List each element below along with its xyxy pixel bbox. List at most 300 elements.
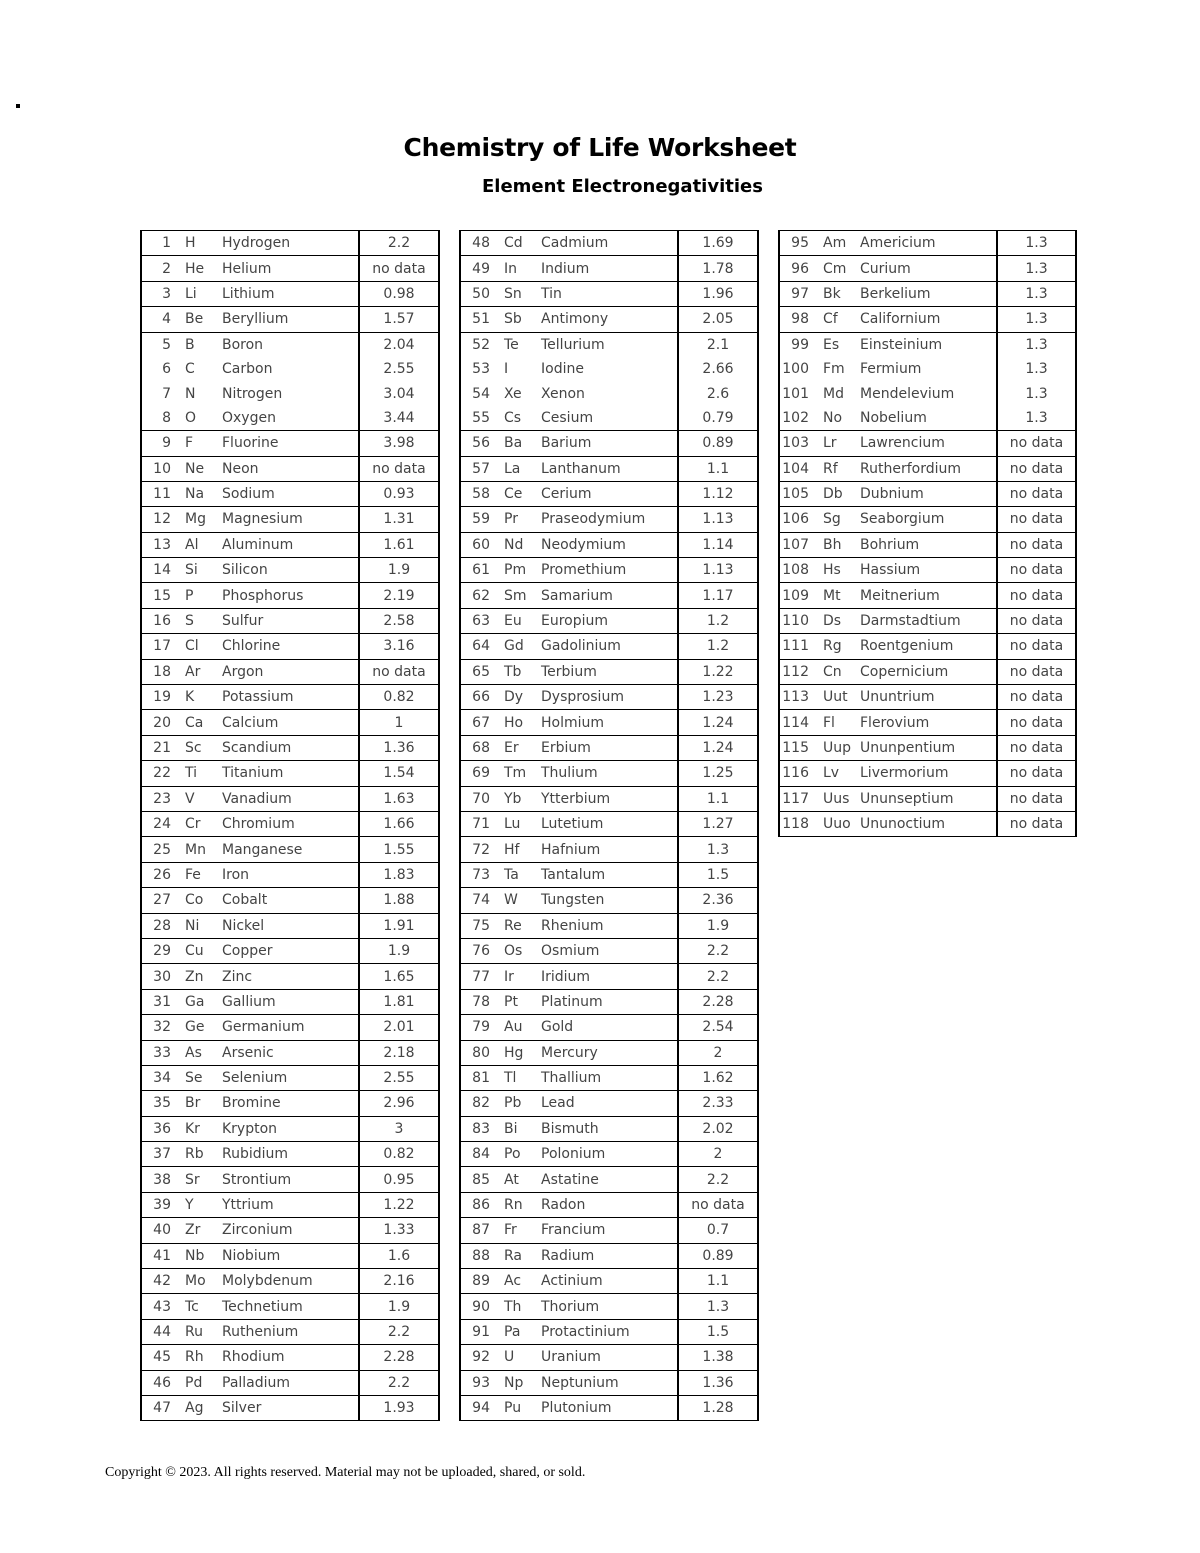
element-number: 57 [472, 460, 490, 477]
electronegativity-value: 2.2 [359, 1319, 439, 1344]
table-row [460, 1167, 758, 1192]
copyright-footer: Copyright © 2023. All rights reserved. Material may not be uploaded, shared, or sold. [105, 1465, 586, 1480]
table-row [460, 1142, 758, 1167]
electronegativity-value: no data [997, 685, 1076, 710]
table-row [779, 583, 1076, 608]
element-name: Indium [539, 256, 678, 281]
element-number: 17 [153, 638, 171, 655]
element-number: 76 [472, 943, 490, 960]
electronegativity-value: 2.2 [678, 964, 758, 989]
electronegativity-value: 1.28 [678, 1395, 758, 1420]
electronegativity-value: 1.36 [359, 735, 439, 760]
element-number: 78 [472, 993, 490, 1010]
table-row [460, 332, 758, 357]
element-number: 64 [472, 638, 490, 655]
element-symbol: Yb [504, 790, 522, 807]
element-symbol: Na [185, 486, 205, 503]
electronegativity-value: 1.54 [359, 761, 439, 786]
element-name: Neon [220, 456, 359, 481]
element-name: Hafnium [539, 837, 678, 862]
element-number: 14 [153, 562, 171, 579]
element-name: Roentgenium [858, 634, 997, 659]
element-number: 92 [472, 1349, 490, 1366]
electronegativity-value: 1.31 [359, 507, 439, 532]
table-row [141, 431, 439, 456]
element-number: 99 [791, 336, 809, 353]
electronegativity-value: 2.18 [359, 1040, 439, 1065]
element-number: 61 [472, 562, 490, 579]
element-number: 10 [153, 460, 171, 477]
element-symbol: Ce [504, 486, 523, 503]
element-name: Meitnerium [858, 583, 997, 608]
table-row [460, 710, 758, 735]
element-symbol: Sc [185, 740, 202, 756]
element-symbol: Ho [504, 714, 524, 731]
electronegativity-value: 2.01 [359, 1015, 439, 1040]
electronegativity-value: 2.54 [678, 1015, 758, 1040]
table-row [779, 256, 1076, 281]
element-name: Protactinium [539, 1319, 678, 1344]
page-title: Chemistry of Life Worksheet [403, 133, 797, 162]
electronegativity-value: 0.93 [359, 481, 439, 506]
element-symbol: I [504, 361, 509, 378]
electronegativity-value: 2.2 [678, 1167, 758, 1192]
element-name: Tin [539, 281, 678, 306]
electronegativity-value: 2.36 [678, 888, 758, 913]
element-symbol: Cs [504, 409, 522, 426]
element-symbol: Ac [504, 1273, 522, 1290]
element-symbol: Lu [504, 816, 521, 833]
element-symbol: Mg [185, 511, 206, 528]
electronegativity-value: 1.5 [678, 862, 758, 887]
element-symbol: Fe [185, 866, 201, 883]
electronegativity-value: 1.24 [678, 710, 758, 735]
element-number: 12 [153, 511, 171, 528]
element-symbol: Zn [185, 968, 204, 985]
element-number: 117 [782, 790, 809, 807]
element-number: 1 [162, 235, 171, 252]
element-number: 35 [153, 1095, 171, 1112]
table-row [141, 1370, 439, 1395]
table-row [141, 608, 439, 633]
element-number: 83 [472, 1120, 490, 1137]
table-row [141, 888, 439, 913]
table-row [779, 431, 1076, 456]
element-name: Chromium [220, 811, 359, 836]
element-number: 70 [472, 790, 490, 807]
element-symbol: Nd [504, 536, 524, 553]
element-symbol: Ti [185, 765, 198, 782]
element-symbol: Co [185, 892, 204, 909]
table-row [779, 634, 1076, 659]
electronegativity-value: 1.9 [359, 938, 439, 963]
element-number: 51 [472, 311, 490, 328]
electronegativity-value: 1.24 [678, 735, 758, 760]
element-symbol: H [185, 235, 196, 252]
element-name: Cadmium [539, 231, 678, 256]
element-name: Scandium [220, 735, 359, 760]
element-number: 30 [153, 968, 171, 985]
element-number: 21 [153, 740, 171, 756]
electronegativity-value: 1.38 [678, 1345, 758, 1370]
electronegativity-value: 1.14 [678, 532, 758, 557]
electronegativity-value: 2.28 [359, 1345, 439, 1370]
element-symbol: Am [823, 235, 847, 252]
element-symbol: Ga [185, 993, 205, 1010]
element-name: Oxygen [220, 406, 359, 431]
electronegativity-value: no data [997, 710, 1076, 735]
electronegativity-value: no data [997, 761, 1076, 786]
table-row [460, 1065, 758, 1090]
electronegativity-value: no data [997, 735, 1076, 760]
element-number: 37 [153, 1146, 171, 1163]
element-name: Mendelevium [858, 381, 997, 405]
element-name: Lithium [220, 281, 359, 306]
table-row [779, 231, 1076, 256]
table-row [141, 481, 439, 506]
bullet-mark [16, 104, 20, 108]
element-number: 32 [153, 1019, 171, 1036]
element-name: Carbon [220, 357, 359, 381]
electronegativity-value: 1.22 [359, 1192, 439, 1217]
element-name: Aluminum [220, 532, 359, 557]
element-symbol: Br [185, 1095, 201, 1112]
element-number: 77 [472, 968, 490, 985]
element-number: 48 [472, 235, 490, 252]
table-row [141, 406, 439, 431]
electronegativity-value: 1.12 [678, 481, 758, 506]
table-row [460, 1269, 758, 1294]
element-name: Argon [220, 659, 359, 684]
element-name: Hassium [858, 558, 997, 583]
element-number: 90 [472, 1298, 490, 1315]
element-name: Lanthanum [539, 456, 678, 481]
element-number: 26 [153, 866, 171, 883]
element-symbol: Hg [504, 1044, 524, 1061]
electronegativity-value: no data [997, 431, 1076, 456]
element-name: Mercury [539, 1040, 678, 1065]
electronegativity-value: 1.3 [678, 837, 758, 862]
table-row [779, 481, 1076, 506]
element-symbol: Dy [504, 689, 524, 706]
electronegativity-value: no data [997, 456, 1076, 481]
element-symbol: Fl [823, 714, 835, 731]
table-row [460, 1116, 758, 1141]
electronegativity-value: 1.3 [997, 307, 1076, 332]
electronegativity-value: no data [997, 481, 1076, 506]
element-number: 44 [153, 1323, 171, 1340]
table-row [141, 786, 439, 811]
element-number: 52 [472, 336, 490, 353]
electronegativity-value: 1.63 [359, 786, 439, 811]
element-name: Rhodium [220, 1345, 359, 1370]
element-number: 67 [472, 714, 490, 731]
element-number: 109 [782, 587, 809, 604]
element-number: 3 [162, 285, 171, 302]
element-symbol: Re [504, 917, 522, 934]
element-number: 41 [153, 1247, 171, 1264]
table-row [779, 532, 1076, 557]
table-row [141, 710, 439, 735]
electronegativity-value: 2.2 [359, 1370, 439, 1395]
element-symbol: Nb [185, 1247, 205, 1264]
element-name: Zinc [220, 964, 359, 989]
element-symbol: Lv [823, 765, 840, 782]
electronegativity-value: 2.55 [359, 1065, 439, 1090]
table-row [460, 659, 758, 684]
electronegativity-value: no data [997, 532, 1076, 557]
element-number: 100 [782, 361, 809, 378]
element-number: 97 [791, 285, 809, 302]
electronegativity-value: 1.3 [997, 332, 1076, 357]
element-name: Iodine [539, 357, 678, 381]
element-number: 13 [153, 536, 171, 553]
element-number: 65 [472, 663, 490, 680]
element-name: Krypton [220, 1116, 359, 1141]
table-row [141, 634, 439, 659]
electronegativity-value: 2.04 [359, 332, 439, 357]
element-number: 113 [782, 689, 809, 706]
element-symbol: U [504, 1349, 515, 1366]
element-symbol: Cn [823, 663, 842, 680]
element-symbol: Th [504, 1298, 522, 1315]
electronegativity-value: 1.62 [678, 1065, 758, 1090]
element-number: 87 [472, 1222, 490, 1239]
element-symbol: Mt [823, 587, 841, 604]
element-symbol: Tl [504, 1070, 517, 1087]
element-number: 62 [472, 587, 490, 604]
element-name: Arsenic [220, 1040, 359, 1065]
electronegativity-value: 1.3 [678, 1294, 758, 1319]
element-symbol: Er [504, 740, 519, 756]
table-row [460, 357, 758, 381]
table-row [460, 964, 758, 989]
electronegativity-value: 3.16 [359, 634, 439, 659]
element-number: 81 [472, 1070, 490, 1087]
table-row [460, 735, 758, 760]
element-number: 56 [472, 435, 490, 452]
table-row [460, 888, 758, 913]
electronegativity-value: no data [997, 634, 1076, 659]
element-name: Germanium [220, 1015, 359, 1040]
electronegativity-value: 2.16 [359, 1269, 439, 1294]
table-row [141, 659, 439, 684]
element-name: Bismuth [539, 1116, 678, 1141]
table-row [141, 938, 439, 963]
electronegativity-value: 1.13 [678, 558, 758, 583]
electronegativity-value: 1.9 [359, 558, 439, 583]
table-row [460, 1345, 758, 1370]
table-row [141, 989, 439, 1014]
table-row [779, 406, 1076, 431]
element-symbol: Pu [504, 1400, 522, 1417]
element-symbol: Se [185, 1070, 203, 1087]
electronegativity-table-3 [778, 230, 1077, 837]
element-name: Gallium [220, 989, 359, 1014]
element-number: 75 [472, 917, 490, 934]
electronegativity-value: 1.2 [678, 634, 758, 659]
element-number: 43 [153, 1298, 171, 1315]
element-name: Dysprosium [539, 685, 678, 710]
table-row [141, 1269, 439, 1294]
electronegativity-value: 1.3 [997, 256, 1076, 281]
electronegativity-value: 1.3 [997, 357, 1076, 381]
electronegativity-value: 1.2 [678, 608, 758, 633]
table-row [779, 332, 1076, 357]
element-symbol: Bk [823, 285, 841, 302]
table-row [141, 811, 439, 836]
table-row [460, 989, 758, 1014]
electronegativity-value: 1.78 [678, 256, 758, 281]
element-number: 93 [472, 1374, 490, 1391]
element-number: 23 [153, 790, 171, 807]
element-name: Phosphorus [220, 583, 359, 608]
element-name: Ununoctium [858, 811, 997, 836]
table-row [460, 913, 758, 938]
element-symbol: Ba [504, 435, 523, 452]
electronegativity-value: 1.91 [359, 913, 439, 938]
table-row [779, 608, 1076, 633]
table-row [141, 1116, 439, 1141]
electronegativity-value: 1.33 [359, 1218, 439, 1243]
element-symbol: Ir [504, 968, 514, 985]
element-symbol: Te [504, 336, 519, 353]
electronegativity-value: 2.2 [678, 938, 758, 963]
element-number: 55 [472, 409, 490, 426]
electronegativity-value: 1.36 [678, 1370, 758, 1395]
table-row [460, 256, 758, 281]
element-number: 28 [153, 917, 171, 934]
electronegativity-value: 0.82 [359, 1142, 439, 1167]
element-name: Nickel [220, 913, 359, 938]
element-number: 96 [791, 260, 809, 277]
element-symbol: He [185, 260, 205, 277]
electronegativity-value: 2.58 [359, 608, 439, 633]
element-symbol: Ar [185, 663, 201, 680]
element-symbol: Ru [185, 1323, 203, 1340]
table-row [141, 1395, 439, 1420]
element-name: Silicon [220, 558, 359, 583]
element-symbol: Cl [185, 638, 199, 655]
element-name: Flerovium [858, 710, 997, 735]
electronegativity-value: 2.55 [359, 357, 439, 381]
element-number: 24 [153, 816, 171, 833]
electronegativity-value: no data [678, 1192, 758, 1217]
electronegativity-value: 2.6 [678, 381, 758, 405]
electronegativity-value: 1 [359, 710, 439, 735]
element-number: 74 [472, 892, 490, 909]
table-row [141, 456, 439, 481]
electronegativity-value: 2.05 [678, 307, 758, 332]
element-name: Rhenium [539, 913, 678, 938]
element-number: 2 [162, 260, 171, 277]
electronegativity-value: 2.1 [678, 332, 758, 357]
element-name: Lawrencium [858, 431, 997, 456]
table-row [141, 913, 439, 938]
table-row [460, 1015, 758, 1040]
electronegativity-value: 0.79 [678, 406, 758, 431]
element-name: Barium [539, 431, 678, 456]
electronegativity-value: 2.66 [678, 357, 758, 381]
electronegativity-value: 1.88 [359, 888, 439, 913]
element-symbol: S [185, 613, 194, 630]
element-name: Selenium [220, 1065, 359, 1090]
element-name: Polonium [539, 1142, 678, 1167]
table-row [460, 281, 758, 306]
element-number: 53 [472, 361, 490, 378]
element-symbol: Uup [823, 740, 852, 756]
electronegativity-value: 0.89 [678, 1243, 758, 1268]
element-number: 73 [472, 866, 490, 883]
table-row [141, 583, 439, 608]
element-name: Rubidium [220, 1142, 359, 1167]
element-symbol: Bh [823, 536, 842, 553]
element-number: 91 [472, 1323, 490, 1340]
element-number: 46 [153, 1374, 171, 1391]
element-name: Tantalum [539, 862, 678, 887]
element-name: Gadolinium [539, 634, 678, 659]
table-row [460, 431, 758, 456]
element-number: 88 [472, 1247, 490, 1264]
electronegativity-value: 1.27 [678, 811, 758, 836]
element-symbol: Cd [504, 235, 523, 252]
element-number: 29 [153, 943, 171, 960]
electronegativity-value: 2 [678, 1142, 758, 1167]
table-row [460, 1192, 758, 1217]
element-symbol: Kr [185, 1120, 200, 1137]
element-number: 4 [162, 311, 171, 328]
element-symbol: Hs [823, 562, 841, 579]
element-symbol: Rb [185, 1146, 204, 1163]
element-name: Titanium [220, 761, 359, 786]
element-name: Iridium [539, 964, 678, 989]
table-row [141, 256, 439, 281]
element-name: Fluorine [220, 431, 359, 456]
table-row [141, 1345, 439, 1370]
table-row [460, 507, 758, 532]
element-number: 63 [472, 613, 490, 630]
element-number: 111 [782, 638, 809, 655]
element-symbol: Rn [504, 1197, 523, 1214]
table-row [460, 938, 758, 963]
element-name: Xenon [539, 381, 678, 405]
electronegativity-value: 1.69 [678, 231, 758, 256]
element-number: 79 [472, 1019, 490, 1036]
element-symbol: C [185, 361, 195, 378]
table-row [141, 685, 439, 710]
element-number: 47 [153, 1400, 171, 1417]
electronegativity-value: 1.65 [359, 964, 439, 989]
element-symbol: Ne [185, 460, 205, 477]
table-row [141, 231, 439, 256]
table-row [460, 231, 758, 256]
element-symbol: Si [185, 562, 198, 579]
element-number: 107 [782, 536, 809, 553]
element-number: 25 [153, 841, 171, 858]
table-row [779, 710, 1076, 735]
element-name: Darmstadtium [858, 608, 997, 633]
element-symbol: Pm [504, 562, 527, 579]
table-row [460, 761, 758, 786]
element-symbol: No [823, 409, 843, 426]
element-number: 58 [472, 486, 490, 503]
element-symbol: Pa [504, 1323, 521, 1340]
element-symbol: Rh [185, 1349, 204, 1366]
element-name: Holmium [539, 710, 678, 735]
electronegativity-value: 2.28 [678, 989, 758, 1014]
element-name: Lutetium [539, 811, 678, 836]
element-name: Fermium [858, 357, 997, 381]
